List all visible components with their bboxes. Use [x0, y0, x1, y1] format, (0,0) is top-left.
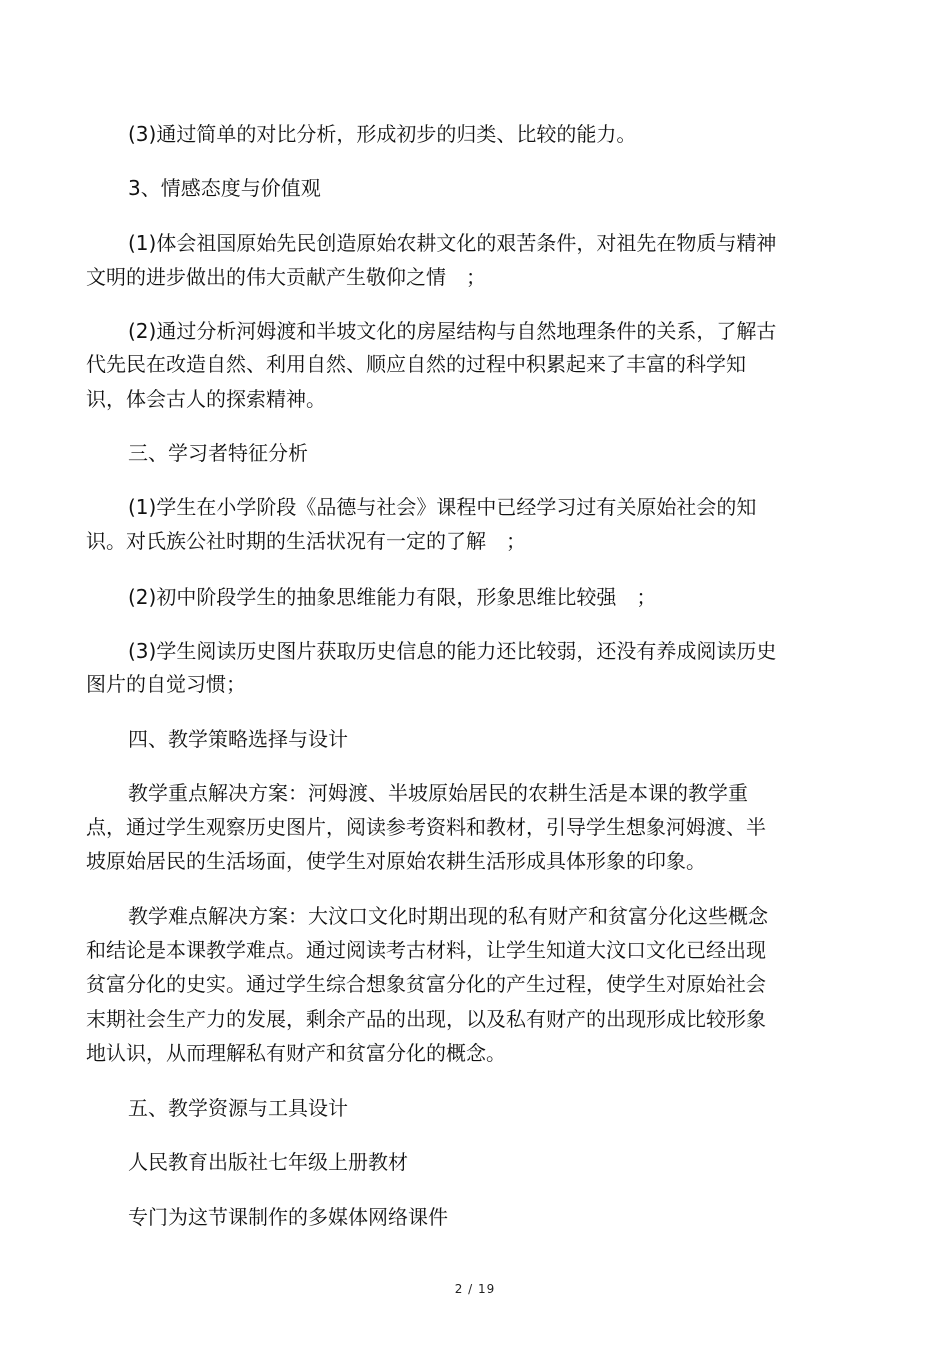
emotion-item-1-line-1: (1)体会祖国原始先民创造原始农耕文化的艰苦条件，对祖先在物质与精神 — [128, 231, 777, 255]
difficult-point-plan-line-3: 贫富分化的史实。通过学生综合想象贫富分化的产生过程，使学生对原始社会 — [86, 972, 766, 996]
section-heading-strategy: 四、教学策略选择与设计 — [128, 727, 348, 751]
learner-item-1-line-1: (1)学生在小学阶段《品德与社会》课程中已经学习过有关原始社会的知 — [128, 495, 757, 519]
key-point-plan-line-2: 点，通过学生观察历史图片，阅读参考资料和教材，引导学生想象河姆渡、半 — [86, 815, 766, 839]
emotion-item-2-line-3: 识，体会古人的探索精神。 — [86, 387, 326, 411]
objective-3-3-text: (3)通过简单的对比分析，形成初步的归类、比较的能力。 — [128, 122, 637, 146]
learner-item-3-line-1: (3)学生阅读历史图片获取历史信息的能力还比较弱，还没有养成阅读历史 — [128, 639, 777, 663]
difficult-point-plan-line-5: 地认识，从而理解私有财产和贫富分化的概念。 — [86, 1041, 506, 1065]
learner-item-3-line-2: 图片的自觉习惯； — [86, 672, 246, 696]
difficult-point-plan-line-1: 教学难点解决方案：大汶口文化时期出现的私有财产和贫富分化这些概念 — [128, 904, 768, 928]
section-heading-learner-analysis: 三、学习者特征分析 — [128, 441, 308, 465]
learner-item-1-line-2: 识。对氏族公社时期的生活状况有一定的了解 ； — [86, 529, 526, 553]
key-point-plan-line-3: 坡原始居民的生活场面，使学生对原始农耕生活形成具体形象的印象。 — [86, 849, 706, 873]
difficult-point-plan-line-2: 和结论是本课教学难点。通过阅读考古材料，让学生知道大汶口文化已经出现 — [86, 938, 766, 962]
key-point-plan-line-1: 教学重点解决方案：河姆渡、半坡原始居民的农耕生活是本课的教学重 — [128, 781, 748, 805]
learner-item-2-text: (2)初中阶段学生的抽象思维能力有限，形象思维比较强 ； — [128, 585, 657, 609]
emotion-item-2-line-1: (2)通过分析河姆渡和半坡文化的房屋结构与自然地理条件的关系，了解古 — [128, 319, 777, 343]
emotion-item-2-line-2: 代先民在改造自然、利用自然、顺应自然的过程中积累起来了丰富的科学知 — [86, 352, 746, 376]
section-heading-resources: 五、教学资源与工具设计 — [128, 1096, 348, 1120]
resource-item-courseware: 专门为这节课制作的多媒体网络课件 — [128, 1205, 448, 1229]
section-heading-emotion-values: 3、情感态度与价值观 — [128, 176, 321, 200]
page-number: 2 / 19 — [454, 1282, 496, 1296]
resource-item-textbook: 人民教育出版社七年级上册教材 — [128, 1150, 408, 1174]
emotion-item-1-line-2: 文明的进步做出的伟大贡献产生敬仰之情 ； — [86, 265, 486, 289]
difficult-point-plan-line-4: 末期社会生产力的发展，剩余产品的出现，以及私有财产的出现形成比较形象 — [86, 1007, 766, 1031]
